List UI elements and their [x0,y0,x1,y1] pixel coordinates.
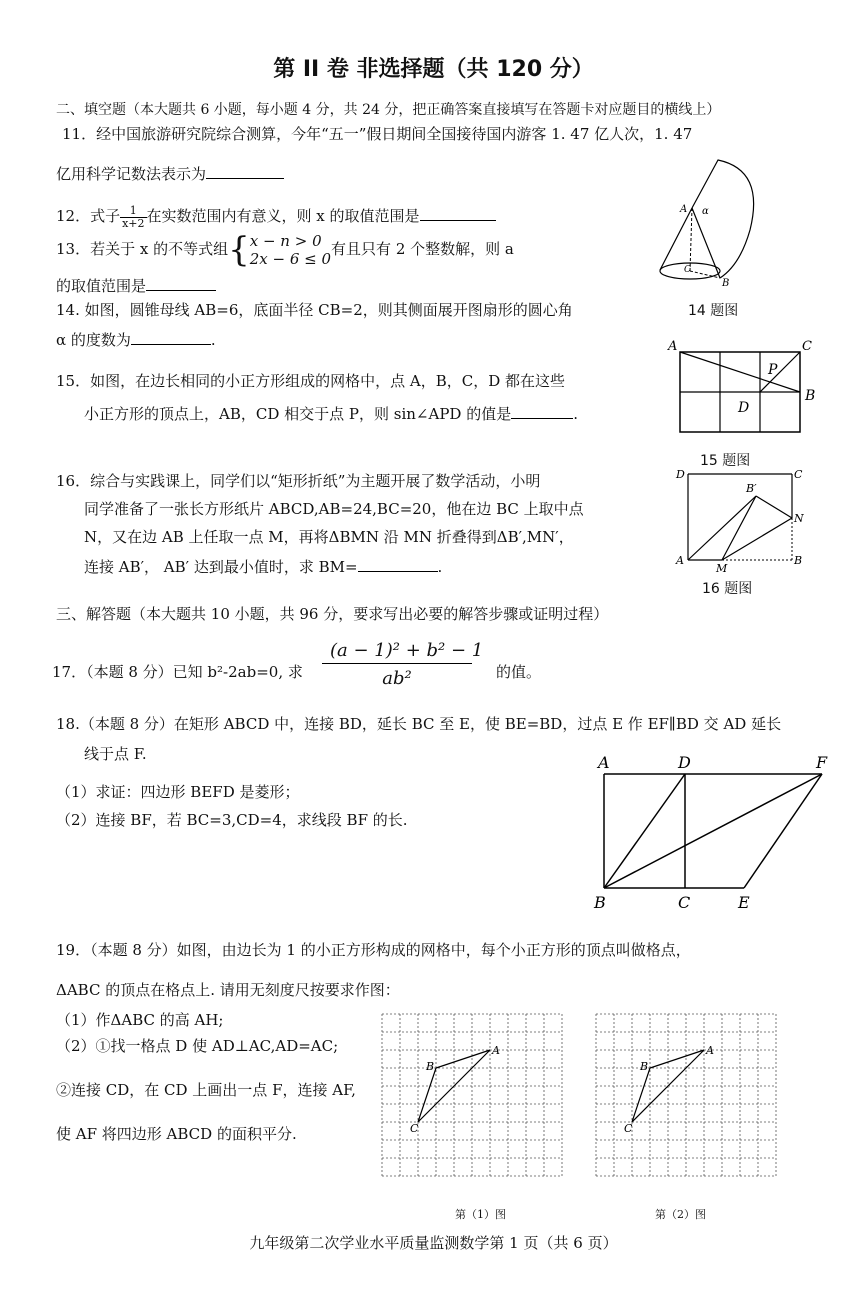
question-12-before: 12．式子 [56,207,121,225]
question-16-line1: 16．综合与实践课上，同学们以“矩形折纸”为主题开展了数学活动，小明 [56,472,541,490]
figure-15-grid [664,336,824,442]
segment-bprimen [756,496,792,518]
question-12-after: 在实数范围内有意义，则 x 的取值范围是 [146,207,420,225]
label-bprime: B′ [746,482,757,495]
section-header-solutions: 三、解答题（本大题共 10 小题，共 96 分，要求写出必要的解答步骤或证明过程） [56,605,609,623]
label-n: N [794,512,804,525]
label-d: D [678,753,691,772]
question-19-part4: 使 AF 将四边形 ABCD 的面积平分. [56,1125,297,1143]
label-b: B [594,893,606,912]
label-c: C [624,1122,633,1135]
segment-abprime [688,496,756,560]
label-b: B [805,388,816,404]
label-d: D [676,468,685,481]
fraction-17-denominator: ab² [382,668,412,689]
question-16-text: 连接 AB′， AB′ 达到最小值时，求 BM= [84,558,358,576]
answer-blank-14[interactable] [131,328,211,345]
question-16-line3: N，又在边 AB 上任取一点 M，再将ΔBMN 沿 MN 折叠得到ΔB′,MN′， [84,528,574,546]
figure-19-grid-2 [592,1010,792,1190]
question-19-part2: （2）①找一格点 D 使 AD⊥AC,AD=AC; [56,1037,339,1055]
question-13 [56,232,514,268]
grid-1-lines [382,1014,562,1176]
brace-glyph: { [228,230,250,270]
question-16-line2: 同学准备了一张长方形纸片 ABCD,AB=24,BC=20，他在边 BC 上取中点 [84,500,584,518]
label-m: M [716,562,728,574]
question-18-line1: 18.（本题 8 分）在矩形 ABCD 中，连接 BD，延长 BC 至 E，使 BE=BD，过点 E 作 EF∥BD 交 AD 延长 [56,715,782,733]
label-d: D [738,400,750,416]
figure-14-caption: 14 题图 [688,303,739,319]
question-15-line2 [84,402,578,424]
figure-14-cone [650,150,780,295]
question-11-line1: 11．经中国旅游研究院综合测算，今年“五一”假日期间全国接待国内游客 1. 47 亿人次，1. 47 [62,125,693,143]
line-bd [604,774,685,888]
label-b: B [794,554,803,567]
question-18-line2: 线于点 F. [84,745,147,763]
label-b: B [640,1060,649,1073]
grid-2-lines [596,1014,776,1176]
page-title: 第 II 卷 非选择题（共 120 分） [273,57,594,82]
question-11-text: 亿用科学记数法表示为 [56,165,207,183]
sector-outline [692,160,754,278]
figure-16-rectangle [672,464,812,574]
label-p: P [768,362,778,378]
inequality-system [250,232,331,268]
label-a: A [492,1044,500,1057]
section-header-fill-blank: 二、填空题（本大题共 6 小题，每小题 4 分，共 24 分，把正确答案直接填写在答题卡对应题目的横线上） [56,102,721,118]
question-16-end: . [437,558,443,576]
answer-blank-16[interactable] [358,555,438,572]
question-15-line1: 15．如图，在边长相同的小正方形组成的网格中，点 A，B，C，D 都在这些 [56,372,565,390]
inequality-1: x − n > 0 [249,232,322,250]
answer-blank-13[interactable] [146,274,216,291]
grid-2-caption: 第（2）图 [655,1208,706,1221]
figure-15-caption: 15 题图 [700,453,751,469]
question-19-part1: （1）作ΔABC 的高 AH; [56,1011,224,1029]
question-11-line2 [56,162,284,184]
cone-left-edge [660,208,692,270]
label-f: F [816,753,828,772]
figure-18-rhombus [590,752,840,914]
label-a: A [598,753,610,772]
segment-cd [760,352,800,392]
label-a: A [706,1044,714,1057]
grid-1-caption: 第（1）图 [455,1208,506,1221]
question-12 [56,204,496,230]
question-18-part2: （2）连接 BF，若 BC=3,CD=4，求线段 BF 的长. [56,811,408,829]
label-alpha: α [702,206,709,217]
label-a: A [680,204,688,215]
question-13-before: 13．若关于 x 的不等式组 [56,240,229,258]
page-footer: 九年级第二次学业水平质量监测数学第 1 页（共 6 页） [249,1234,618,1252]
fraction-17 [322,640,484,689]
segment-ab [680,352,800,392]
question-15-end: . [573,405,578,423]
answer-blank-15[interactable] [511,402,573,419]
line-ef [744,774,822,888]
fraction-12 [120,205,146,230]
question-19-line1: 19．（本题 8 分）如图，由边长为 1 的小正方形构成的网格中，每个小正方形的顶点叫做格点， [56,941,691,959]
label-c: C [678,893,691,912]
inequality-2: 2x − 6 ≤ 0 [249,250,332,268]
label-b: B [426,1060,435,1073]
question-19-line2: ΔABC 的顶点在格点上. 请用无刻度尺按要求作图： [56,981,400,999]
answer-blank-11[interactable] [206,162,284,179]
question-15-text: 小正方形的顶点上，AB，CD 相交于点 P，则 sin∠APD 的值是 [84,405,512,423]
label-c: C [410,1122,419,1135]
fraction-12-denominator: x+2 [122,216,145,230]
question-17-after: 的值。 [496,663,542,681]
label-a: A [676,554,684,567]
question-13-after: 有且只有 2 个整数解，则 a [331,240,514,258]
question-14-end: . [210,331,216,349]
fraction-12-numerator: 1 [120,205,146,218]
question-14-line2 [56,328,216,350]
figure-16-caption: 16 题图 [702,581,753,597]
fraction-17-numerator: (a − 1)² + b² − 1 [322,640,472,664]
question-19-part3: ②连接 CD，在 CD 上画出一点 F，连接 AF, [56,1081,356,1099]
question-13-line2 [56,274,216,296]
cone-axis [690,208,692,271]
label-b: B [722,278,730,289]
label-c: C [802,339,812,354]
question-17-before: 17．（本题 8 分）已知 b²-2ab=0, 求 [52,663,303,681]
question-14-text: α 的度数为 [56,331,131,349]
label-c: C [794,468,803,481]
question-14-line1: 14. 如图，圆锥母线 AB=6，底面半径 CB=2，则其侧面展开图扇形的圆心角 [56,301,573,319]
radius-cb [690,271,720,278]
question-16-line4 [84,555,442,577]
line-bf [604,774,822,888]
question-18-part1: （1）求证：四边形 BEFD 是菱形； [56,783,300,801]
question-13-text2: 的取值范围是 [56,277,147,295]
label-a: A [668,339,678,354]
answer-blank-12[interactable] [420,204,496,221]
figure-19-grid-1 [378,1010,578,1190]
label-e: E [738,893,750,912]
label-c: C [684,265,691,275]
